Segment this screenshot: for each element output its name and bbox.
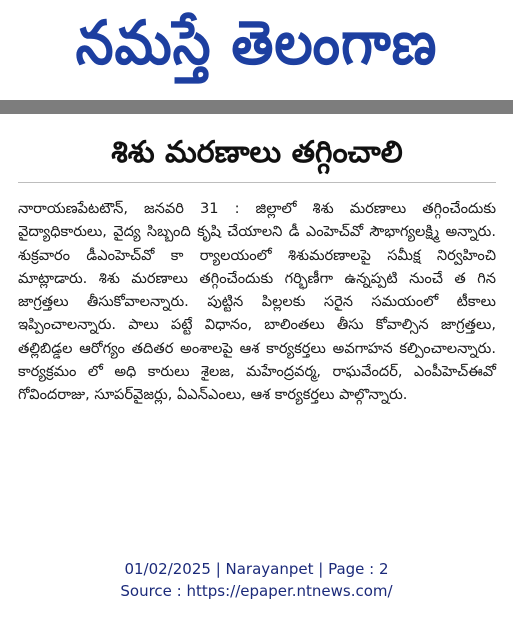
source-link[interactable]: Source : https://epaper.ntnews.com/ — [120, 582, 393, 600]
newspaper-logo: నమస్తే తెలంగాణ — [75, 6, 438, 78]
edition-info: 01/02/2025 | Narayanpet | Page : 2 — [124, 560, 389, 578]
header-divider — [0, 100, 513, 114]
masthead — [0, 0, 513, 100]
article-clipping — [18, 132, 496, 407]
article-body: నారాయణపేటటౌన్, జనవరి 31 : జిల్లాలో శిశు మరణాలు తగ్గించేందుకు వైద్యాధికారులు, వైద్య సిబ్బంది కృషి చేయాలని డీ ఎంహెచ్‌వో సౌభాగ్యలక్ష్మి అన్నారు. శుక్రవారం డీఎంహెచ్‌వో కా ర్యాలయంలో శిశుమరణాలపై సమీక్ష నిర్వహించి మాట్లాడారు. శిశు మరణాలు తగ్గించేందుకు గర్భిణీగా ఉన్నప్పటి నుంచే త గిన జాగ్రత్తలు తీసుకోవాలన్నారు. పుట్టిన పిల్లలకు సరైన సమయంలో టీకాలు ఇప్పించాలన్నారు. పాలు పట్టే విధానం, బాలింతలు తీసు కోవాల్సిన జాగ్రత్తలు, తల్లిబిడ్డల ఆరోగ్యం తదితర అంశాలపై ఆశ కార్యకర్తలు అవగాహన కల్పించాలన్నారు. కార్యక్రమం లో అధి కారులు శైలజ, మహేంద్రవర్మ, రాఘవేందర్, ఎంపీహెచ్‌ఈవో గోవిందరాజు, సూపర్‌వైజర్లు, ఏఎన్‌ఎంలు, ఆశ కార్యకర్తలు పాల్గొన్నారు. — [18, 200, 496, 404]
source-footer — [0, 558, 513, 602]
article-headline: శిశు మరణాలు తగ్గించాలి — [111, 135, 403, 170]
headline-divider — [18, 182, 496, 183]
